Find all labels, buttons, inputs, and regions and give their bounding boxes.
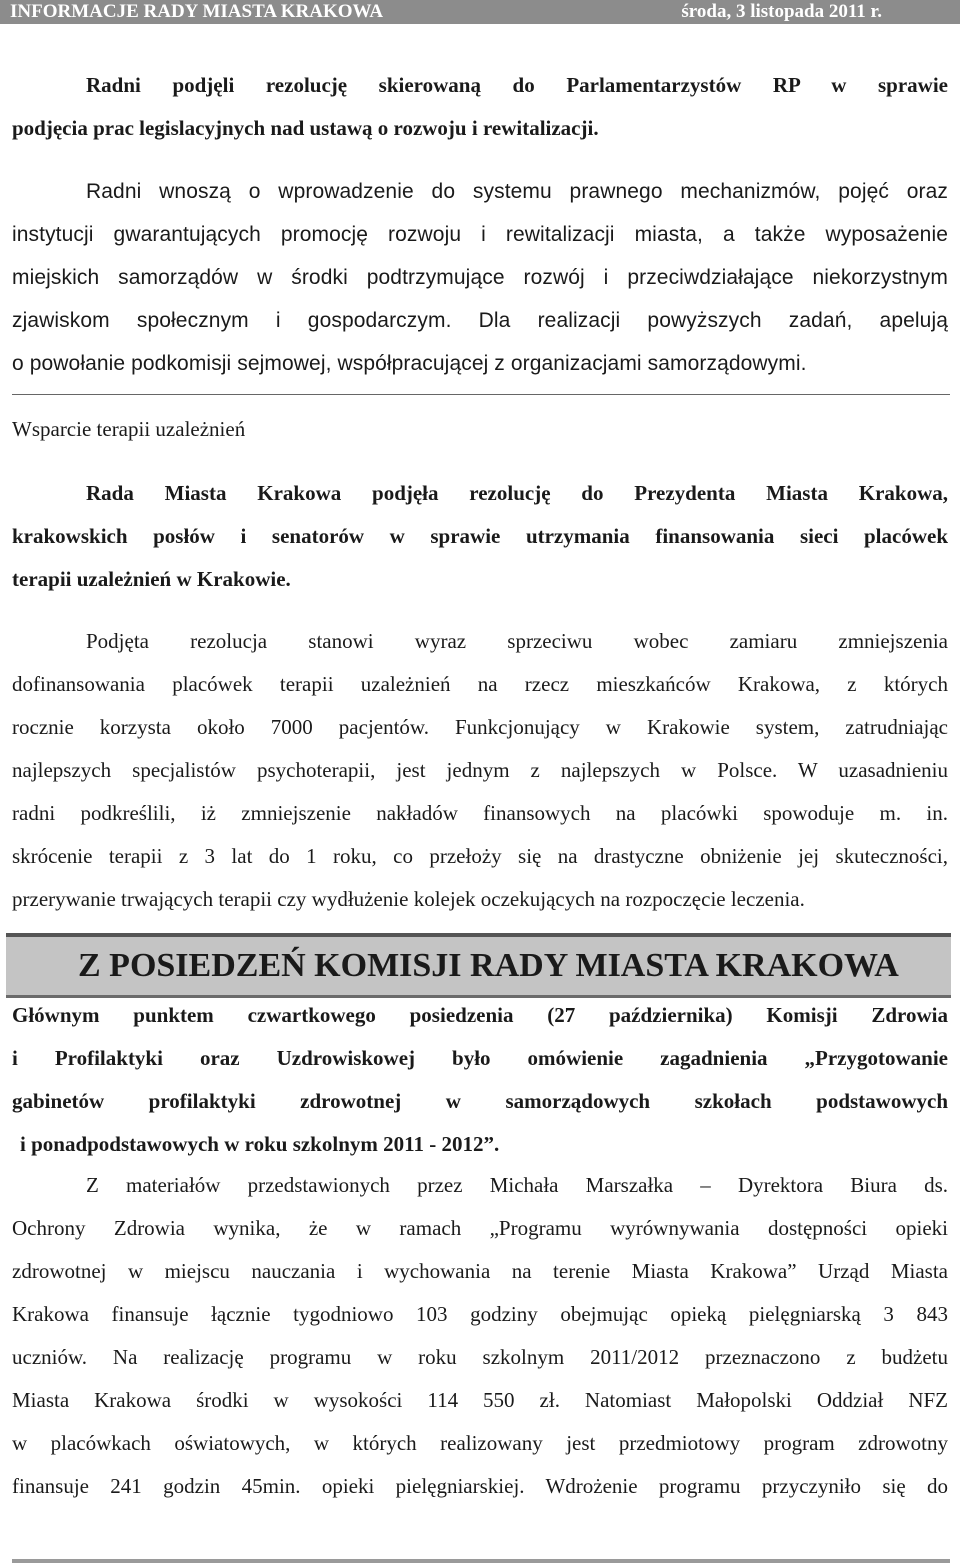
text-line: Ochrony Zdrowia wynika, że w ramach „Programu wyrównywania dostępności opieki	[12, 1216, 948, 1240]
text-line: radni podkreślili, iż zmniejszenie nakładów finansowych na placówki spowoduje m. in.	[12, 801, 948, 825]
section-banner	[6, 933, 951, 998]
resolution-body	[12, 170, 948, 385]
text-line: najlepszych specjalistów psychoterapii, jest jednym z najlepszych w Polsce. W uzasadnieniu	[12, 758, 948, 782]
text-line: Radni podjęli rezolucję skierowaną do Parlamentarzystów RP w sprawie	[86, 73, 948, 97]
text-line: o powołanie podkomisji sejmowej, współpracującej z organizacjami samorządowymi.	[12, 352, 807, 375]
therapy-intro	[12, 472, 948, 601]
resolution-intro	[12, 64, 948, 150]
text-line: instytucji gwarantujących promocję rozwoju i rewitalizacji miasta, a także wyposażenie	[12, 223, 948, 246]
text-line: i ponadpodstawowych w roku szkolnym 2011 - 2012”.	[20, 1132, 500, 1156]
commission-body	[12, 1164, 948, 1508]
text-line: Rada Miasta Krakowa podjęła rezolucję do Prezydenta Miasta Krakowa,	[86, 481, 948, 505]
footer-divider	[12, 1559, 950, 1563]
text-line: Głównym punktem czwartkowego posiedzenia (27 października) Komisji Zdrowia	[12, 1003, 948, 1027]
text-line: krakowskich posłów i senatorów w sprawie utrzymania finansowania sieci placówek	[12, 524, 948, 548]
text-line: Radni wnoszą o wprowadzenie do systemu prawnego mechanizmów, pojęć oraz	[86, 180, 948, 203]
section-divider	[12, 394, 950, 395]
section-heading: Wsparcie terapii uzależnień	[12, 417, 246, 441]
document-header	[0, 0, 960, 24]
text-line: terapii uzależnień w Krakowie.	[12, 567, 291, 591]
text-line: Miasta Krakowa środki w wysokości 114 550 zł. Natomiast Małopolski Oddział NFZ	[12, 1388, 948, 1412]
text-line: miejskich samorządów w środki podtrzymujące rozwój i przeciwdziałające niekorzystnym	[12, 266, 948, 289]
text-line: zjawiskom społecznym i gospodarczym. Dla realizacji powyższych zadań, apelują	[12, 309, 948, 332]
therapy-section	[12, 408, 948, 451]
text-line: w placówkach oświatowych, w których realizowany jest przedmiotowy program zdrowotny	[12, 1431, 948, 1455]
text-line: i Profilaktyki oraz Uzdrowiskowej było omówienie zagadnienia „Przygotowanie	[12, 1046, 948, 1070]
banner-title: Z POSIEDZEŃ KOMISJI RADY MIASTA KRAKOWA	[78, 947, 899, 984]
text-line: uczniów. Na realizację programu w roku szkolnym 2011/2012 przeznaczono z budżetu	[12, 1345, 948, 1369]
text-line: zdrowotnej w miejscu nauczania i wychowania na terenie Miasta Krakowa” Urząd Miasta	[12, 1259, 948, 1283]
text-line: Z materiałów przedstawionych przez Michała Marszałka – Dyrektora Biura ds.	[86, 1173, 948, 1197]
publication-date: środa, 3 listopada 2011 r.	[681, 1, 882, 22]
text-line: rocznie korzysta około 7000 pacjentów. Funkcjonujący w Krakowie system, zatrudniając	[12, 715, 948, 739]
therapy-body	[12, 620, 948, 921]
text-line: skrócenie terapii z 3 lat do 1 roku, co przełoży się na drastyczne obniżenie jej skuteczności,	[12, 844, 948, 868]
text-line: przerywanie trwających terapii czy wydłużenie kolejek oczekujących na rozpoczęcie leczenia.	[12, 887, 805, 911]
text-line: podjęcia prac legislacyjnych nad ustawą o rozwoju i rewitalizacji.	[12, 116, 599, 140]
text-line: gabinetów profilaktyki zdrowotnej w samorządowych szkołach podstawowych	[12, 1089, 948, 1113]
commission-intro	[12, 994, 948, 1166]
text-line: dofinansowania placówek terapii uzależnień na rzecz mieszkańców Krakowa, z których	[12, 672, 948, 696]
text-line: finansuje 241 godzin 45min. opieki pielęgniarskiej. Wdrożenie programu przyczyniło się do	[12, 1474, 948, 1498]
publication-title: INFORMACJE RADY MIASTA KRAKOWA	[10, 1, 384, 22]
text-line: Krakowa finansuje łącznie tygodniowo 103 godziny obejmując opieką pielęgniarską 3 843	[12, 1302, 948, 1326]
text-line: Podjęta rezolucja stanowi wyraz sprzeciwu wobec zamiaru zmniejszenia	[86, 629, 948, 653]
